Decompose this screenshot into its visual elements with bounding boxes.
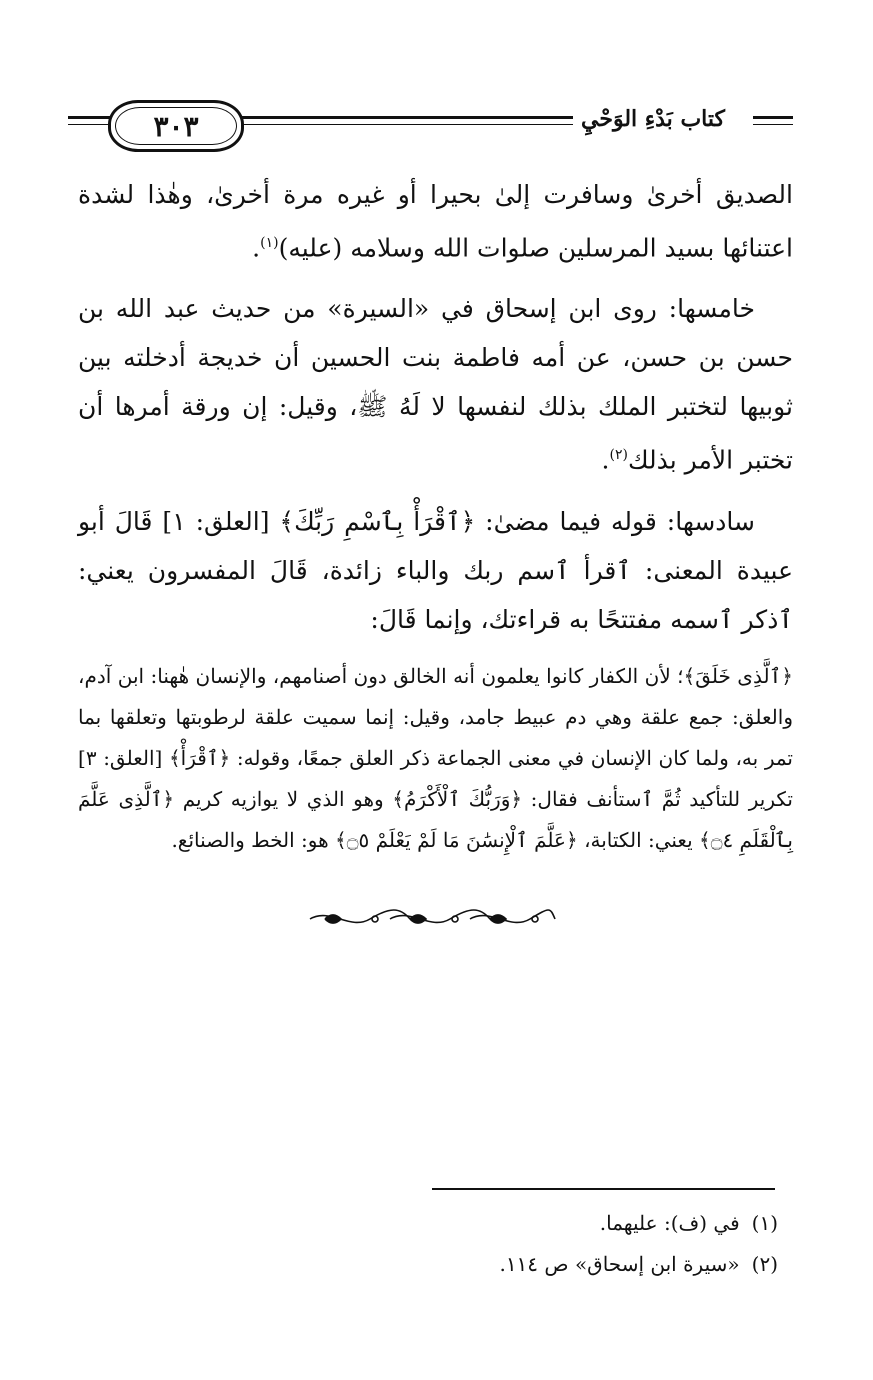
header-rule-right [753, 116, 793, 119]
footnote-text: «سيرة ابن إسحاق» ص ١١٤. [499, 1252, 740, 1276]
paragraph [78, 170, 793, 272]
page-number [108, 100, 244, 152]
footnote-separator [432, 1188, 775, 1190]
header-rule-right-thin [753, 124, 793, 125]
footnote-item [178, 1244, 778, 1285]
footnote-item [178, 1203, 778, 1244]
page-number-text: ٣٠٣ [153, 109, 199, 143]
paragraph-text: سادسها: قوله فيما مضىٰ: ﴿ٱقْرَأْ بِٱسْمِ رَبِّكَ﴾ [العلق: ١] قَالَ أبو عبيدة المعنى: ٱقرأ ٱسم ربك والباء زائدة، قَالَ المفسرون يعني: ٱذكر ٱسمه مفتتحًا به قراءتك، وإنما قَالَ: [78, 506, 793, 634]
footnotes [178, 1203, 778, 1285]
paragraph [78, 656, 793, 861]
paragraph-text: خامسها: روى ابن إسحاق في «السيرة» من حديث عبد الله بن حسن بن حسن، عن أمه فاطمة بنت الحسين أن خديجة أدخلته بين ثوبيها لتختبر الملك بذلك لنفسها لا لَهُ ﷺ، وقيل: إن ورقة أمرها أن تختبر الأمر بذلك [78, 294, 793, 475]
body-text [78, 170, 793, 873]
footnote-number: (٢) [751, 1252, 778, 1276]
paragraph-text: ﴿ٱلَّذِى خَلَقَ﴾؛ لأن الكفار كانوا يعلمون أنه الخالق دون أصنامهم، والإنسان هٰهنا: ابن آدم، والعلق: جمع علقة وهي دم عبيط جامد، وقيل: إنما سميت علقة لرطوبتها وتعلقها بما تمر به، ولما كان الإنسان في معنى الجماعة ذكر العلق جمعًا، وقوله: ﴿ٱقْرَأْ﴾ [العلق: ٣] تكرير للتأكيد ثُمَّ ٱستأنف فقال: ﴿وَرَبُّكَ ٱلْأَكْرَمُ﴾ وهو الذي لا يوازيه كريم ﴿ٱلَّذِى عَلَّمَ بِٱلْقَلَمِ ۝٤﴾ يعني: الكتابة، ﴿عَلَّمَ ٱلْإِنسَٰنَ مَا لَمْ يَعْلَمْ ۝٥﴾ هو: الخط والصنائع. [78, 663, 793, 852]
page-header [68, 96, 793, 156]
paragraph [78, 284, 793, 484]
paragraph-text: الصديق أخرىٰ وسافرت إلىٰ بحيرا أو غيره مرة أخرىٰ، وهٰذا لشدة اعتنائها بسيد المرسلين صلوات الله وسلامه (عليه) [78, 180, 793, 263]
footnote-number: (١) [751, 1211, 778, 1235]
footnote-text: في (ف): عليهما. [599, 1211, 740, 1235]
paragraph-end-mark: . [601, 445, 610, 475]
running-title: كتاب بَدْءِ الوَحْيِ [573, 106, 733, 132]
footnote-reference[interactable]: (٢) [609, 447, 628, 464]
decorative-ornament [300, 902, 560, 936]
paragraph [78, 497, 793, 644]
paragraph-end-mark: . [252, 233, 261, 263]
footnote-reference[interactable]: (١) [260, 235, 279, 251]
